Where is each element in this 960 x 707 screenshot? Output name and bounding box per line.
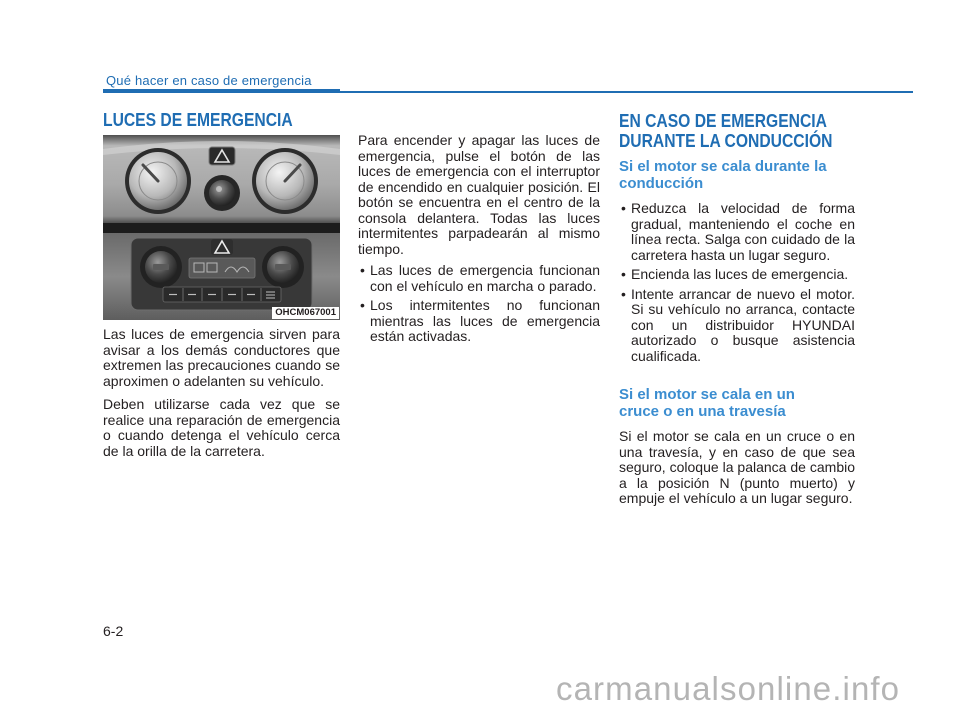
left-climate-knob [140,246,182,288]
hazard-button-lower [211,239,233,255]
center-temperature-knob [204,175,240,211]
paragraph: Si el motor se cala en un cruce o en una travesía, y en caso de que sea seguro, coloque la palanca de cambio a la posición N (punto muerto) y empuje el vehículo a un lugar seguro. [619,428,855,506]
bullet-text: Las luces de emergencia funcionan con el vehículo en marcha o parado. [370,262,600,294]
figure-code-label: OHCM067001 [272,307,339,319]
bullet-text: Los intermitentes no funcionan mientras las luces de emergencia están activadas. [370,297,600,344]
bullet-mark: • [621,266,626,282]
bullet-item [619,201,855,263]
page-number: 6-2 [103,623,124,639]
middle-bullet-list [358,263,600,345]
bullet-item [619,287,855,365]
left-fan-knob [125,148,191,214]
bullet-mark: • [621,285,626,302]
right-mode-knob [252,148,318,214]
bullet-text: Intente arrancar de nuevo el motor. Si su vehículo no arranca, contacte con un distribuidor HYUNDAI autorizado o busque asistencia cualificada. [631,285,855,364]
left-body-text [103,327,340,467]
title-line: DURANTE LA CONDUCCIÓN [619,131,833,151]
title-line: EN CASO DE EMERGENCIA [619,111,827,131]
subheading-line: conducción [619,175,704,192]
climate-button-row [163,287,281,302]
bullet-text: Reduzca la velocidad de forma gradual, manteniendo el coche en línea recta. Salga con cuidado de la carretera hasta un lugar seguro. [631,200,855,263]
climate-lcd-display [189,258,255,278]
section-header: Qué hacer en caso de emergencia [106,73,312,88]
subheading [619,158,855,192]
hazard-button-upper [209,147,235,165]
stall-while-driving-section [619,158,855,364]
paragraph: Deben utilizarse cada vez que se realice una reparación de emergencia o cuando detenga el vehículo cerca de la orilla de la carretera. [103,396,340,459]
bullet-mark: • [621,200,626,216]
bullet-item [619,267,855,283]
right-section-title [619,111,832,151]
bullet-mark: • [360,297,365,313]
right-bullet-list [619,201,855,364]
header-rule-thick [103,89,340,93]
panel-divider [103,223,340,233]
bullet-item [358,263,600,294]
middle-body-text [358,133,600,349]
bullet-mark: • [360,262,365,278]
subheading-line: Si el motor se cala durante la [619,158,827,175]
right-climate-knob [262,246,304,288]
right-body-text [619,158,855,515]
subheading-line: Si el motor se cala en un [619,386,795,403]
subheading [619,386,855,420]
paragraph: Para encender y apagar las luces de emergencia, pulse el botón de las luces de emergencia con el interruptor de encendido en cualquier posición. El botón se encuentra en el centro de la consola delantera. Todas las luces intermitentes parpadearán al mismo tiempo. [358,132,600,257]
watermark-text: carmanualsonline.info [556,670,901,707]
bullet-item [358,298,600,345]
bullet-text: Encienda las luces de emergencia. [631,266,849,282]
paragraph: Las luces de emergencia sirven para avisar a los demás conductores que extremen las precauciones cuando se aproximen o adelanten su vehículo. [103,326,340,389]
dashboard-photo [103,135,340,320]
subheading-line: cruce o en una travesía [619,403,786,420]
hazard-switch-figure [103,135,340,320]
header-rule-thin [340,91,913,93]
stall-at-crossing-section [619,386,855,507]
left-section-title: LUCES DE EMERGENCIA [103,110,293,130]
